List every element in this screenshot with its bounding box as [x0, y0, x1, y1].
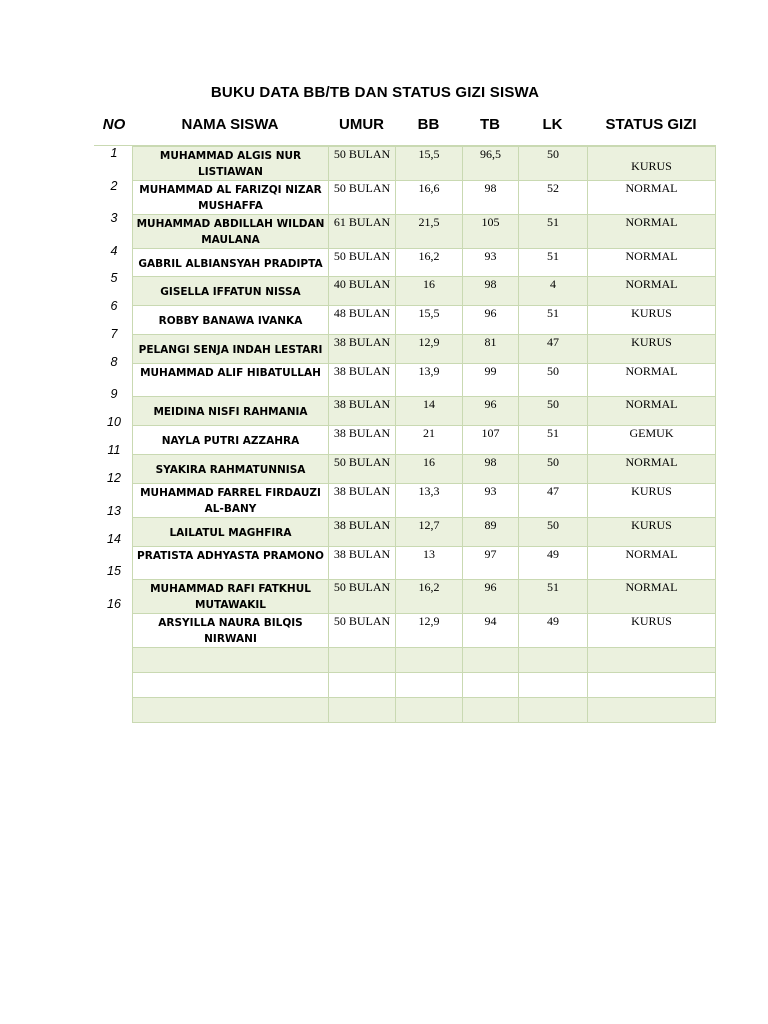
student-weight: 15,5	[418, 306, 440, 320]
student-weight-cell	[396, 397, 463, 426]
student-height-cell	[463, 455, 519, 484]
table-row	[133, 249, 716, 277]
student-name-cell	[133, 249, 329, 277]
student-head-circumference: 50	[547, 397, 559, 411]
student-nutrition-status: NORMAL	[625, 580, 678, 594]
student-height-cell	[463, 426, 519, 455]
student-height: 94	[484, 614, 497, 628]
student-head-circumference-cell	[519, 277, 588, 306]
student-height-cell	[463, 335, 519, 364]
student-height: 98	[484, 277, 497, 291]
student-name-cell	[133, 277, 329, 306]
student-head-circumference: 51	[547, 215, 559, 229]
student-weight-cell	[396, 249, 463, 277]
student-age: 48 BULAN	[333, 306, 391, 320]
student-height: 96	[484, 306, 497, 320]
student-nutrition-status-cell	[588, 484, 716, 518]
student-weight: 21	[423, 426, 435, 440]
header-status-gizi: STATUS GIZI	[605, 116, 697, 133]
student-name-cell	[133, 547, 329, 580]
student-age-cell	[329, 249, 396, 277]
student-height: 107	[481, 426, 500, 440]
student-name: MEIDINA NISFI RAHMANIA	[153, 406, 308, 418]
student-age: 40 BULAN	[333, 277, 391, 291]
student-height: 97	[484, 547, 497, 561]
student-nutrition-status-cell	[588, 648, 716, 673]
student-nutrition-status-cell	[588, 698, 716, 723]
table-row	[133, 397, 716, 426]
header-nama-siswa: NAMA SISWA	[181, 116, 279, 133]
row-number: 12	[107, 471, 121, 485]
student-weight-cell	[396, 277, 463, 306]
student-weight-cell	[396, 147, 463, 181]
table-row	[133, 215, 716, 249]
student-name: MUHAMMAD ALIF HIBATULLAH	[140, 367, 321, 379]
student-weight-cell	[396, 426, 463, 455]
student-height-cell	[463, 648, 519, 673]
row-number: 7	[110, 327, 118, 341]
table-row	[133, 547, 716, 580]
student-weight: 13,9	[418, 364, 440, 378]
header-tb: TB	[480, 116, 500, 133]
student-nutrition-status: KURUS	[631, 518, 672, 532]
student-name-cell	[133, 364, 329, 397]
student-nutrition-status: NORMAL	[625, 215, 678, 229]
table-row	[133, 277, 716, 306]
student-head-circumference-cell	[519, 648, 588, 673]
table-row	[133, 181, 716, 215]
student-nutrition-status-cell	[588, 673, 716, 698]
student-weight: 16,2	[418, 249, 440, 263]
row-number: 13	[107, 504, 121, 518]
student-head-circumference-cell	[519, 547, 588, 580]
student-age-cell	[329, 455, 396, 484]
student-weight: 16	[423, 455, 435, 469]
student-head-circumference-cell	[519, 364, 588, 397]
student-head-circumference-cell	[519, 335, 588, 364]
student-age-cell	[329, 614, 396, 648]
student-age-cell	[329, 580, 396, 614]
student-head-circumference-cell	[519, 181, 588, 215]
student-height-cell	[463, 614, 519, 648]
student-head-circumference-cell	[519, 249, 588, 277]
table-row	[133, 518, 716, 547]
student-nutrition-status-cell	[588, 181, 716, 215]
student-height-cell	[463, 364, 519, 397]
student-height-cell	[463, 249, 519, 277]
student-name: LAILATUL MAGHFIRA	[169, 527, 292, 539]
student-weight: 16,2	[418, 580, 440, 594]
student-nutrition-status-cell	[588, 306, 716, 335]
student-height-cell	[463, 673, 519, 698]
student-head-circumference: 51	[547, 580, 559, 594]
header-lk: LK	[542, 116, 563, 133]
student-weight: 12,9	[418, 335, 440, 349]
student-age-cell	[329, 397, 396, 426]
student-nutrition-status: NORMAL	[625, 455, 678, 469]
student-age: 38 BULAN	[333, 335, 391, 349]
student-nutrition-status: NORMAL	[625, 249, 678, 263]
student-weight-cell	[396, 614, 463, 648]
student-height-cell	[463, 547, 519, 580]
empty-table-row	[133, 698, 716, 723]
row-number: 15	[107, 564, 121, 578]
student-head-circumference-cell	[519, 306, 588, 335]
student-height: 99	[484, 364, 497, 378]
row-number: 5	[110, 271, 118, 285]
student-nutrition-status-cell	[588, 397, 716, 426]
student-name-cell	[133, 455, 329, 484]
student-weight: 13	[423, 547, 435, 561]
student-name-cell	[133, 698, 329, 723]
row-number: 10	[107, 415, 121, 429]
student-nutrition-status: KURUS	[631, 484, 672, 498]
student-name: MUHAMMAD ALGIS NUR LISTIAWAN	[159, 150, 302, 178]
student-head-circumference: 50	[547, 364, 559, 378]
table-row	[133, 364, 716, 397]
student-nutrition-status-cell	[588, 277, 716, 306]
student-age-cell	[329, 426, 396, 455]
student-height-cell	[463, 698, 519, 723]
student-weight-cell	[396, 518, 463, 547]
student-name-cell	[133, 215, 329, 249]
student-age-cell	[329, 673, 396, 698]
student-height-cell	[463, 181, 519, 215]
student-name: PRATISTA ADHYASTA PRAMONO	[137, 550, 324, 562]
student-weight-cell	[396, 181, 463, 215]
student-name: PELANGI SENJA INDAH LESTARI	[138, 344, 323, 356]
student-nutrition-status: NORMAL	[625, 181, 678, 195]
student-age-cell	[329, 147, 396, 181]
student-nutrition-status-cell	[588, 455, 716, 484]
row-number: 6	[110, 299, 118, 313]
student-age: 38 BULAN	[333, 547, 391, 561]
student-head-circumference: 51	[547, 249, 559, 263]
student-name: SYAKIRA RAHMATUNNISA	[155, 464, 306, 476]
student-head-circumference: 52	[547, 181, 559, 195]
student-nutrition-status: KURUS	[631, 335, 672, 349]
student-nutrition-status: KURUS	[631, 159, 672, 173]
student-nutrition-status-cell	[588, 426, 716, 455]
student-nutrition-status: NORMAL	[625, 547, 678, 561]
student-name-cell	[133, 397, 329, 426]
student-name: GABRIL ALBIANSYAH PRADIPTA	[138, 258, 323, 270]
row-number: 16	[107, 597, 121, 611]
student-name: MUHAMMAD RAFI FATKHUL MUTAWAKIL	[150, 583, 311, 611]
student-name: MUHAMMAD ABDILLAH WILDAN MAULANA	[136, 218, 325, 246]
header-bb: BB	[417, 116, 440, 133]
student-weight-cell	[396, 673, 463, 698]
table-row	[133, 335, 716, 364]
student-weight: 16	[423, 277, 435, 291]
empty-table-row	[133, 673, 716, 698]
student-head-circumference-cell	[519, 614, 588, 648]
student-age-cell	[329, 547, 396, 580]
student-age-cell	[329, 518, 396, 547]
student-name: NAYLA PUTRI AZZAHRA	[161, 435, 300, 447]
table-row	[133, 455, 716, 484]
student-height: 93	[484, 484, 497, 498]
student-weight-cell	[396, 364, 463, 397]
student-nutrition-status: NORMAL	[625, 277, 678, 291]
student-name: MUHAMMAD FARREL FIRDAUZI AL-BANY	[140, 487, 321, 515]
student-age: 38 BULAN	[333, 364, 391, 378]
student-height: 81	[484, 335, 497, 349]
student-nutrition-status: GEMUK	[629, 426, 674, 440]
student-head-circumference: 47	[547, 484, 559, 498]
student-nutrition-status: NORMAL	[625, 364, 678, 378]
student-height-cell	[463, 397, 519, 426]
header-no: NO	[102, 116, 126, 133]
student-height: 105	[481, 215, 500, 229]
student-age-cell	[329, 335, 396, 364]
row-number: 9	[110, 387, 118, 401]
table-row	[133, 426, 716, 455]
student-nutrition-status-cell	[588, 580, 716, 614]
student-head-circumference-cell	[519, 215, 588, 249]
student-height: 96	[484, 580, 497, 594]
student-weight: 12,7	[418, 518, 440, 532]
student-weight: 15,5	[418, 147, 440, 161]
student-head-circumference-cell	[519, 484, 588, 518]
student-weight-cell	[396, 580, 463, 614]
student-age-cell	[329, 181, 396, 215]
student-weight: 16,6	[418, 181, 440, 195]
row-number: 14	[107, 532, 121, 546]
student-head-circumference-cell	[519, 426, 588, 455]
student-name-cell	[133, 518, 329, 547]
student-name-cell	[133, 648, 329, 673]
row-number: 8	[110, 355, 118, 369]
student-name: ARSYILLA NAURA BILQIS NIRWANI	[158, 617, 303, 645]
student-head-circumference: 4	[550, 277, 556, 291]
student-height: 93	[484, 249, 497, 263]
student-nutrition-status: NORMAL	[625, 397, 678, 411]
empty-table-row	[133, 648, 716, 673]
student-weight: 13,3	[418, 484, 440, 498]
student-age: 50 BULAN	[333, 181, 391, 195]
student-head-circumference-cell	[519, 698, 588, 723]
table-row	[133, 614, 716, 648]
student-nutrition-status-cell	[588, 547, 716, 580]
student-age-cell	[329, 306, 396, 335]
student-height-cell	[463, 306, 519, 335]
student-age-cell	[329, 364, 396, 397]
student-age: 50 BULAN	[333, 249, 391, 263]
student-age: 38 BULAN	[333, 397, 391, 411]
row-number: 2	[110, 179, 118, 193]
student-head-circumference-cell	[519, 580, 588, 614]
student-nutrition-status-cell	[588, 518, 716, 547]
student-age-cell	[329, 698, 396, 723]
student-age-cell	[329, 648, 396, 673]
student-height-cell	[463, 580, 519, 614]
row-number: 1	[110, 146, 118, 160]
student-weight-cell	[396, 547, 463, 580]
student-age: 50 BULAN	[333, 147, 391, 161]
student-height: 89	[484, 518, 497, 532]
student-height-cell	[463, 215, 519, 249]
student-age: 61 BULAN	[333, 215, 391, 229]
student-nutrition-status-cell	[588, 614, 716, 648]
student-age: 50 BULAN	[333, 614, 391, 628]
student-head-circumference: 49	[547, 547, 559, 561]
student-name: MUHAMMAD AL FARIZQI NIZAR MUSHAFFA	[139, 184, 322, 212]
student-head-circumference-cell	[519, 673, 588, 698]
student-name-cell	[133, 580, 329, 614]
student-age-cell	[329, 215, 396, 249]
student-age: 50 BULAN	[333, 580, 391, 594]
table-row	[133, 580, 716, 614]
student-weight: 12,9	[418, 614, 440, 628]
student-name-cell	[133, 426, 329, 455]
student-name-cell	[133, 673, 329, 698]
student-height: 96	[484, 397, 497, 411]
student-height-cell	[463, 277, 519, 306]
student-age: 38 BULAN	[333, 426, 391, 440]
student-height: 96,5	[480, 147, 501, 161]
student-weight-cell	[396, 484, 463, 518]
student-age: 50 BULAN	[333, 455, 391, 469]
student-nutrition-status-cell	[588, 335, 716, 364]
student-name-cell	[133, 484, 329, 518]
row-number: 11	[107, 443, 121, 457]
student-name-cell	[133, 181, 329, 215]
table-row	[133, 147, 716, 181]
student-name-cell	[133, 614, 329, 648]
student-age-cell	[329, 484, 396, 518]
student-name: GISELLA IFFATUN NISSA	[160, 286, 301, 298]
student-name-cell	[133, 335, 329, 364]
student-height: 98	[484, 455, 497, 469]
student-height-cell	[463, 518, 519, 547]
row-number: 3	[110, 211, 118, 225]
student-head-circumference: 49	[547, 614, 559, 628]
student-age: 38 BULAN	[333, 518, 391, 532]
student-head-circumference-cell	[519, 147, 588, 181]
table-row	[133, 484, 716, 518]
student-head-circumference: 51	[547, 426, 559, 440]
student-name-cell	[133, 147, 329, 181]
table-row	[133, 306, 716, 335]
student-head-circumference-cell	[519, 455, 588, 484]
student-nutrition-status: KURUS	[631, 614, 672, 628]
row-number: 4	[110, 244, 118, 258]
student-data-table	[132, 146, 716, 723]
student-nutrition-status-cell	[588, 147, 716, 181]
student-age: 38 BULAN	[333, 484, 391, 498]
student-height-cell	[463, 147, 519, 181]
document-title: BUKU DATA BB/TB DAN STATUS GIZI SISWA	[210, 84, 540, 101]
student-head-circumference-cell	[519, 518, 588, 547]
student-head-circumference-cell	[519, 397, 588, 426]
student-head-circumference: 47	[547, 335, 559, 349]
student-weight-cell	[396, 306, 463, 335]
student-head-circumference: 50	[547, 455, 559, 469]
student-name-cell	[133, 306, 329, 335]
student-name: ROBBY BANAWA IVANKA	[158, 315, 303, 327]
student-nutrition-status-cell	[588, 364, 716, 397]
student-head-circumference: 51	[547, 306, 559, 320]
student-height-cell	[463, 484, 519, 518]
student-nutrition-status-cell	[588, 249, 716, 277]
student-weight-cell	[396, 335, 463, 364]
student-height: 98	[484, 181, 497, 195]
student-weight-cell	[396, 648, 463, 673]
student-weight-cell	[396, 215, 463, 249]
student-head-circumference: 50	[547, 518, 559, 532]
student-weight: 21,5	[418, 215, 440, 229]
student-weight-cell	[396, 698, 463, 723]
student-nutrition-status-cell	[588, 215, 716, 249]
student-age-cell	[329, 277, 396, 306]
student-weight-cell	[396, 455, 463, 484]
header-umur: UMUR	[339, 116, 384, 133]
student-head-circumference: 50	[547, 147, 559, 161]
student-nutrition-status: KURUS	[631, 306, 672, 320]
student-weight: 14	[423, 397, 435, 411]
